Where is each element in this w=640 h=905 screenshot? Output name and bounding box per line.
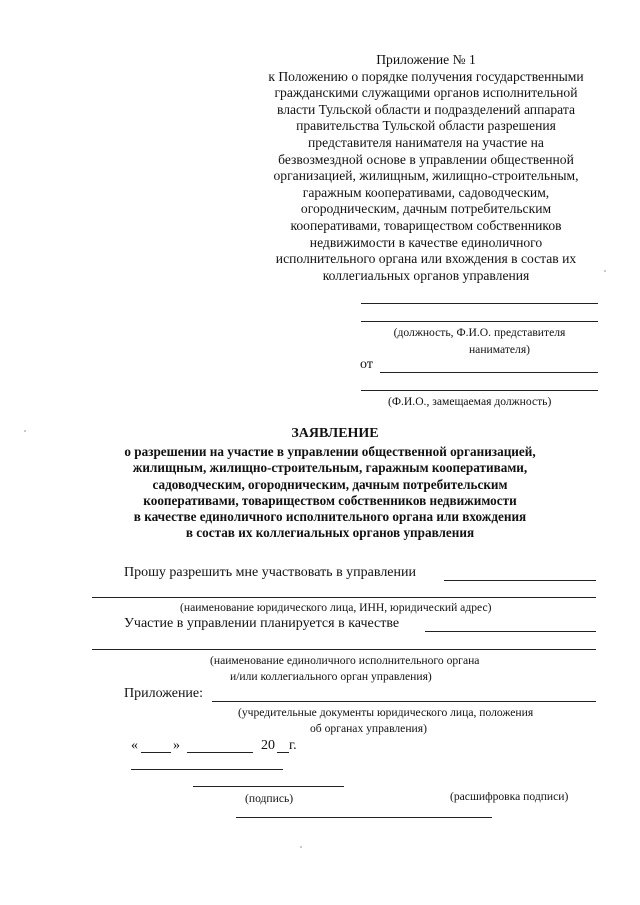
date-year-prefix: 20 (261, 738, 275, 753)
date-day-line[interactable] (141, 752, 171, 753)
appendix-line: недвижимости в качестве единоличного (309, 234, 543, 250)
attachment-label: Приложение: (124, 686, 204, 701)
date-year-line[interactable] (277, 752, 289, 753)
appendix-line: кооперативами, товариществом собственников (290, 217, 562, 233)
subtitle-line: кооперативами, товариществом собственников недвижимости (143, 492, 517, 508)
attachment-hint-1: (учредительные документы юридического лица, положения (238, 706, 534, 719)
from-line-2[interactable] (361, 390, 598, 391)
capacity-hint-2: и/или коллегиального орган управления) (230, 670, 432, 683)
addressee-hint-position: (должность, Ф.И.О. представителя (393, 326, 566, 339)
appendix-title: Приложение № 1 (376, 52, 476, 67)
appendix-line: безвозмездной основе в управлении общественной (278, 151, 574, 167)
request-line[interactable] (444, 580, 596, 581)
capacity-hint-1: (наименование единоличного исполнительного органа (210, 654, 480, 667)
scan-speck (300, 846, 302, 848)
capacity-line[interactable] (425, 631, 596, 632)
appendix-line: гаражным кооперативами, садоводческим, (302, 184, 550, 200)
appendix-line: правительства Тульской области разрешения (296, 118, 556, 134)
scan-speck (604, 270, 606, 272)
statement-subtitle (10, 444, 640, 542)
from-label: от (360, 357, 373, 372)
addressee-hint-employer: нанимателя) (468, 343, 531, 356)
date-year-suffix: г. (289, 738, 297, 753)
date-open-quote: « (131, 738, 138, 753)
signature-line[interactable] (193, 786, 344, 787)
appendix-line: огородническим, дачным потребительским (300, 201, 552, 217)
appendix-header (236, 52, 616, 284)
appendix-line: коллегиальных органов управления (322, 267, 530, 283)
subtitle-line: о разрешении на участие в управлении общественной организацией, (124, 444, 536, 459)
addressee-line-1[interactable] (361, 303, 598, 304)
subtitle-line: в состав их коллегиальных органов управления (185, 525, 475, 541)
request-label: Прошу разрешить мне участвовать в управлении (124, 565, 416, 580)
date-month-line[interactable] (187, 752, 253, 753)
attachment-hint-2: об органах управления) (310, 722, 427, 735)
addressee-line-2[interactable] (361, 321, 598, 322)
appendix-line: к Положению о порядке получения государственными (268, 68, 584, 84)
appendix-line: исполнительного органа или вхождения в состав их (275, 251, 577, 267)
subtitle-line: жилищным, жилищно-строительным, гаражным кооперативами, (132, 460, 528, 476)
entity-line[interactable] (92, 597, 596, 598)
signature-hint: (подпись) (245, 792, 294, 805)
scan-speck (24, 430, 26, 432)
date-close-quote: » (173, 738, 180, 753)
appendix-line: гражданскими служащими органов исполнительной (274, 85, 578, 101)
subtitle-line: садоводческим, огородническим, дачным потребительским (152, 476, 508, 492)
capacity-line-2[interactable] (92, 649, 596, 650)
from-line[interactable] (380, 372, 598, 373)
appendix-line: организацией, жилищным, жилищно-строительным, (273, 168, 579, 184)
appendix-line: власти Тульской области и подразделений аппарата (276, 101, 576, 117)
appendix-line: представителя нанимателя на участие на (308, 134, 544, 150)
capacity-label: Участие в управлении планируется в качестве (124, 616, 400, 631)
subtitle-line: в качестве единоличного исполнительного органа или вхождения (133, 509, 527, 525)
signature-decode-line[interactable] (236, 817, 492, 818)
statement-title: ЗАЯВЛЕНИЕ (291, 426, 379, 441)
signature-extra-line[interactable] (131, 769, 283, 770)
from-hint: (Ф.И.О., замещаемая должность) (388, 395, 552, 408)
entity-hint: (наименование юридического лица, ИНН, юридический адрес) (180, 601, 492, 614)
signature-decode-hint: (расшифровка подписи) (450, 790, 569, 803)
attachment-line[interactable] (212, 701, 596, 702)
